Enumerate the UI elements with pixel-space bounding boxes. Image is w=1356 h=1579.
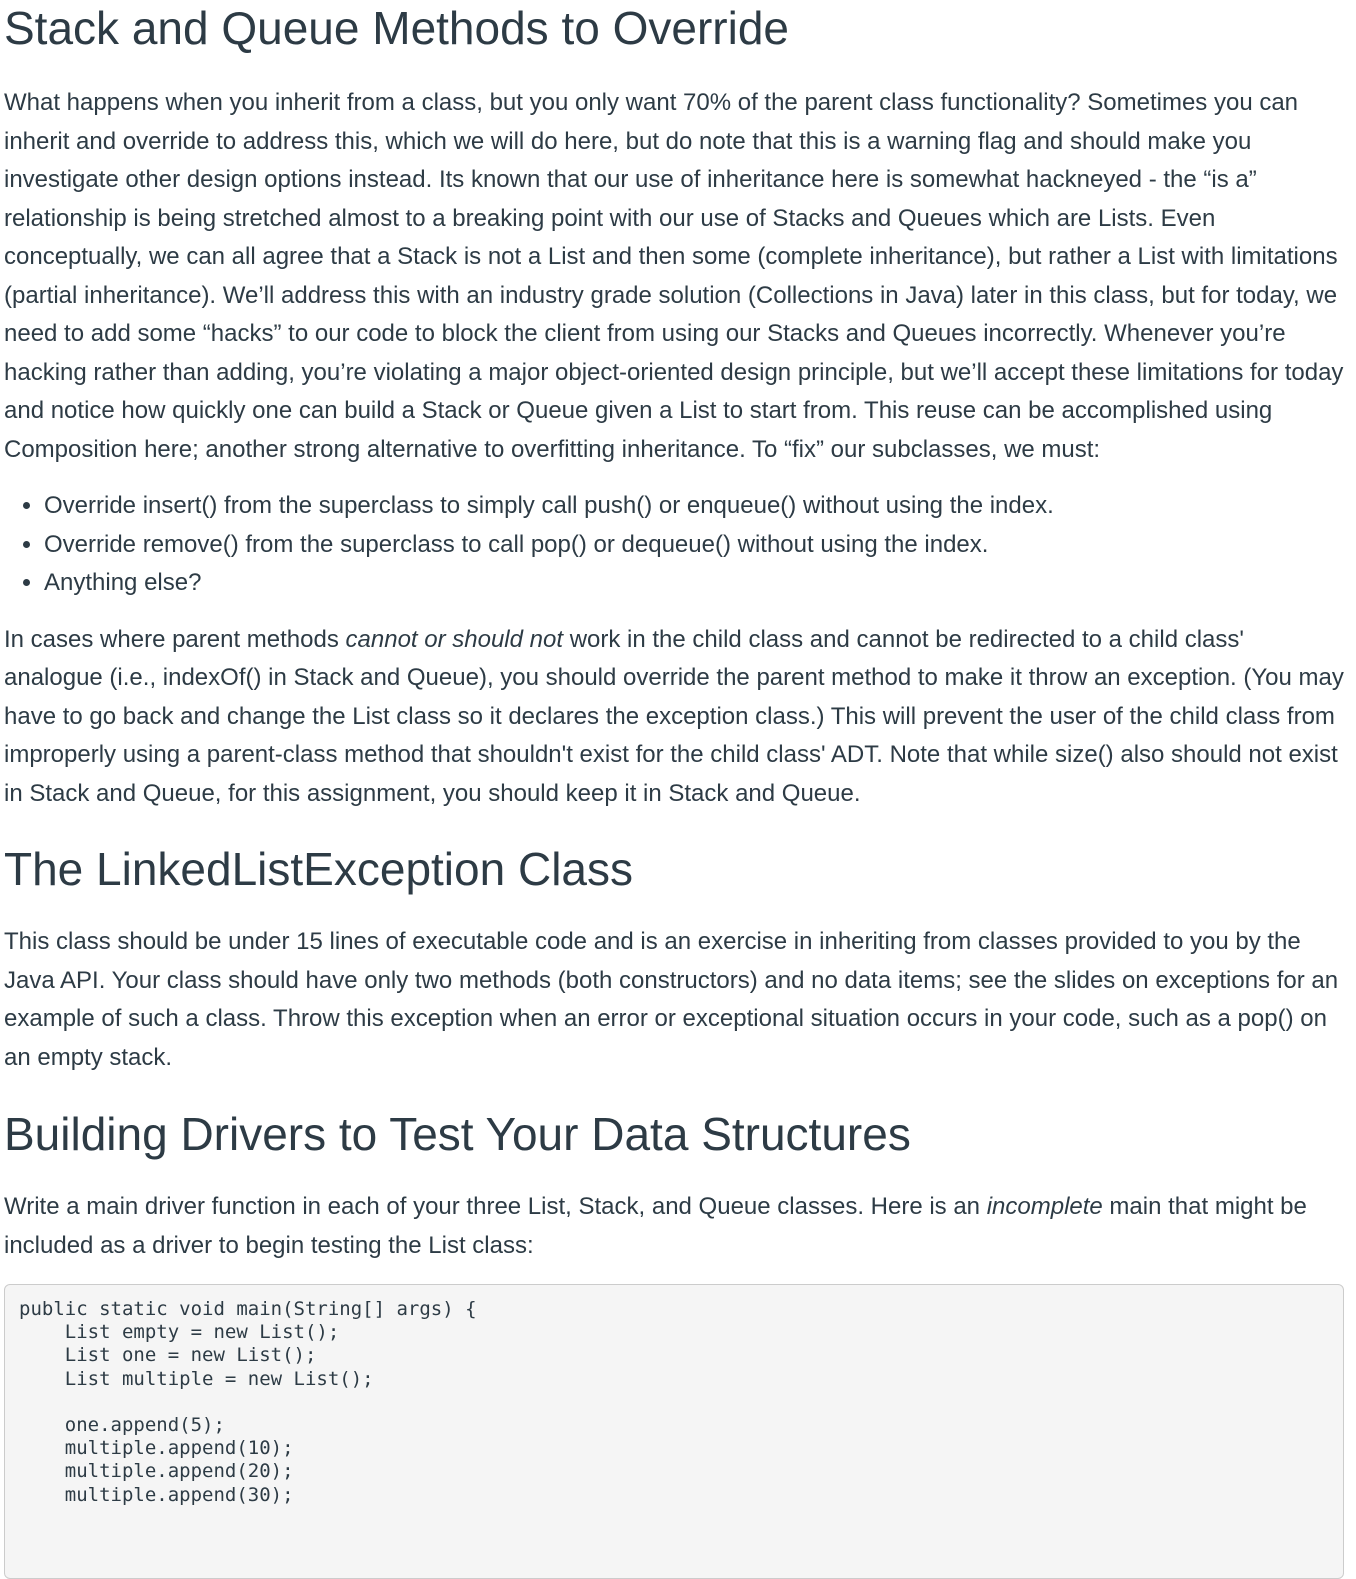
text-run: work in the child class and cannot be redirected to a child class' analogue (i.e., indexOf() in Stack and Queue), you should override the parent method to make it throw an exception. (You may have to go back and change the List class so it declares the exception class.) This will prevent the user of the child class from improperly using a parent-class method that shouldn't exist for the child class' ADT. Note that while size() also should not exist in Stack and Queue, for this assignment, you should keep it in Stack and Queue. xyxy=(4,625,1344,807)
list-item: • Anything else? xyxy=(44,564,1344,603)
list-item: • Override insert() from the superclass to simply call push() or enqueue() without using the index. xyxy=(44,487,1344,526)
emphasis-text: incomplete xyxy=(986,1193,1103,1220)
text-run: main that might be included as a driver to begin testing the List class: xyxy=(4,1193,1307,1259)
heading-stack-queue-methods: Stack and Queue Methods to Override xyxy=(4,2,789,54)
paragraph-exceptions xyxy=(4,621,1344,814)
paragraph-intro: What happens when you inherit from a class, but you only want 70% of the parent class functionality? Sometimes you can inherit and override to address this, which we will do here, but do note that this is a warning flag and should make you investigate other design options instead. Its known that our use of inheritance here is somewhat hackneyed - the “is a” relationship is being stretched almost to a breaking point with our use of Stacks and Queues which are Lists. Even conceptually, we can all agree that a Stack is not a List and then some (complete inheritance), but rather a List with limitations (partial inheritance). We’ll address this with an industry grade solution (Collections in Java) later in this class, but for today, we need to add some “hacks” to our code to block the client from using our Stacks and Queues incorrectly. Whenever you’re hacking rather than adding, you’re violating a major object-oriented design principle, but we’ll accept these limitations for today and notice how quickly one can build a Stack or Queue given a List to start from. This reuse can be accomplished using Composition here; another strong alternative to overfitting inheritance. To “fix” our subclasses, we must: xyxy=(4,89,1344,463)
override-list xyxy=(4,487,1344,603)
emphasis-text: cannot or should not xyxy=(345,625,564,653)
text-run: In cases where parent methods xyxy=(4,625,346,653)
list-item: • Override remove() from the superclass to call pop() or dequeue() without using the index. xyxy=(44,526,1344,565)
paragraph-linkedlistexception: This class should be under 15 lines of executable code and is an exercise in inheriting from classes provided to you by the Java API. Your class should have only two methods (both constructors) and no data items; see the slides on exceptions for an example of such a class. Throw this exception when an error or exceptional situation occurs in your code, such as a pop() on an empty stack. xyxy=(4,928,1339,1071)
code-block: public static void main(String[] args) { List empty = new List(); List one = new List(); List multiple = new List(); one.append(5); multiple.append(10); multiple.append(20); multiple.append(30); xyxy=(4,1284,1344,1579)
text-run: Write a main driver function in each of your three List, Stack, and Queue classes. Here is an xyxy=(4,1193,987,1220)
heading-building-drivers: Building Drivers to Test Your Data Structures xyxy=(4,1108,911,1160)
heading-linkedlistexception: The LinkedListException Class xyxy=(4,843,633,895)
paragraph-drivers xyxy=(4,1188,1344,1265)
